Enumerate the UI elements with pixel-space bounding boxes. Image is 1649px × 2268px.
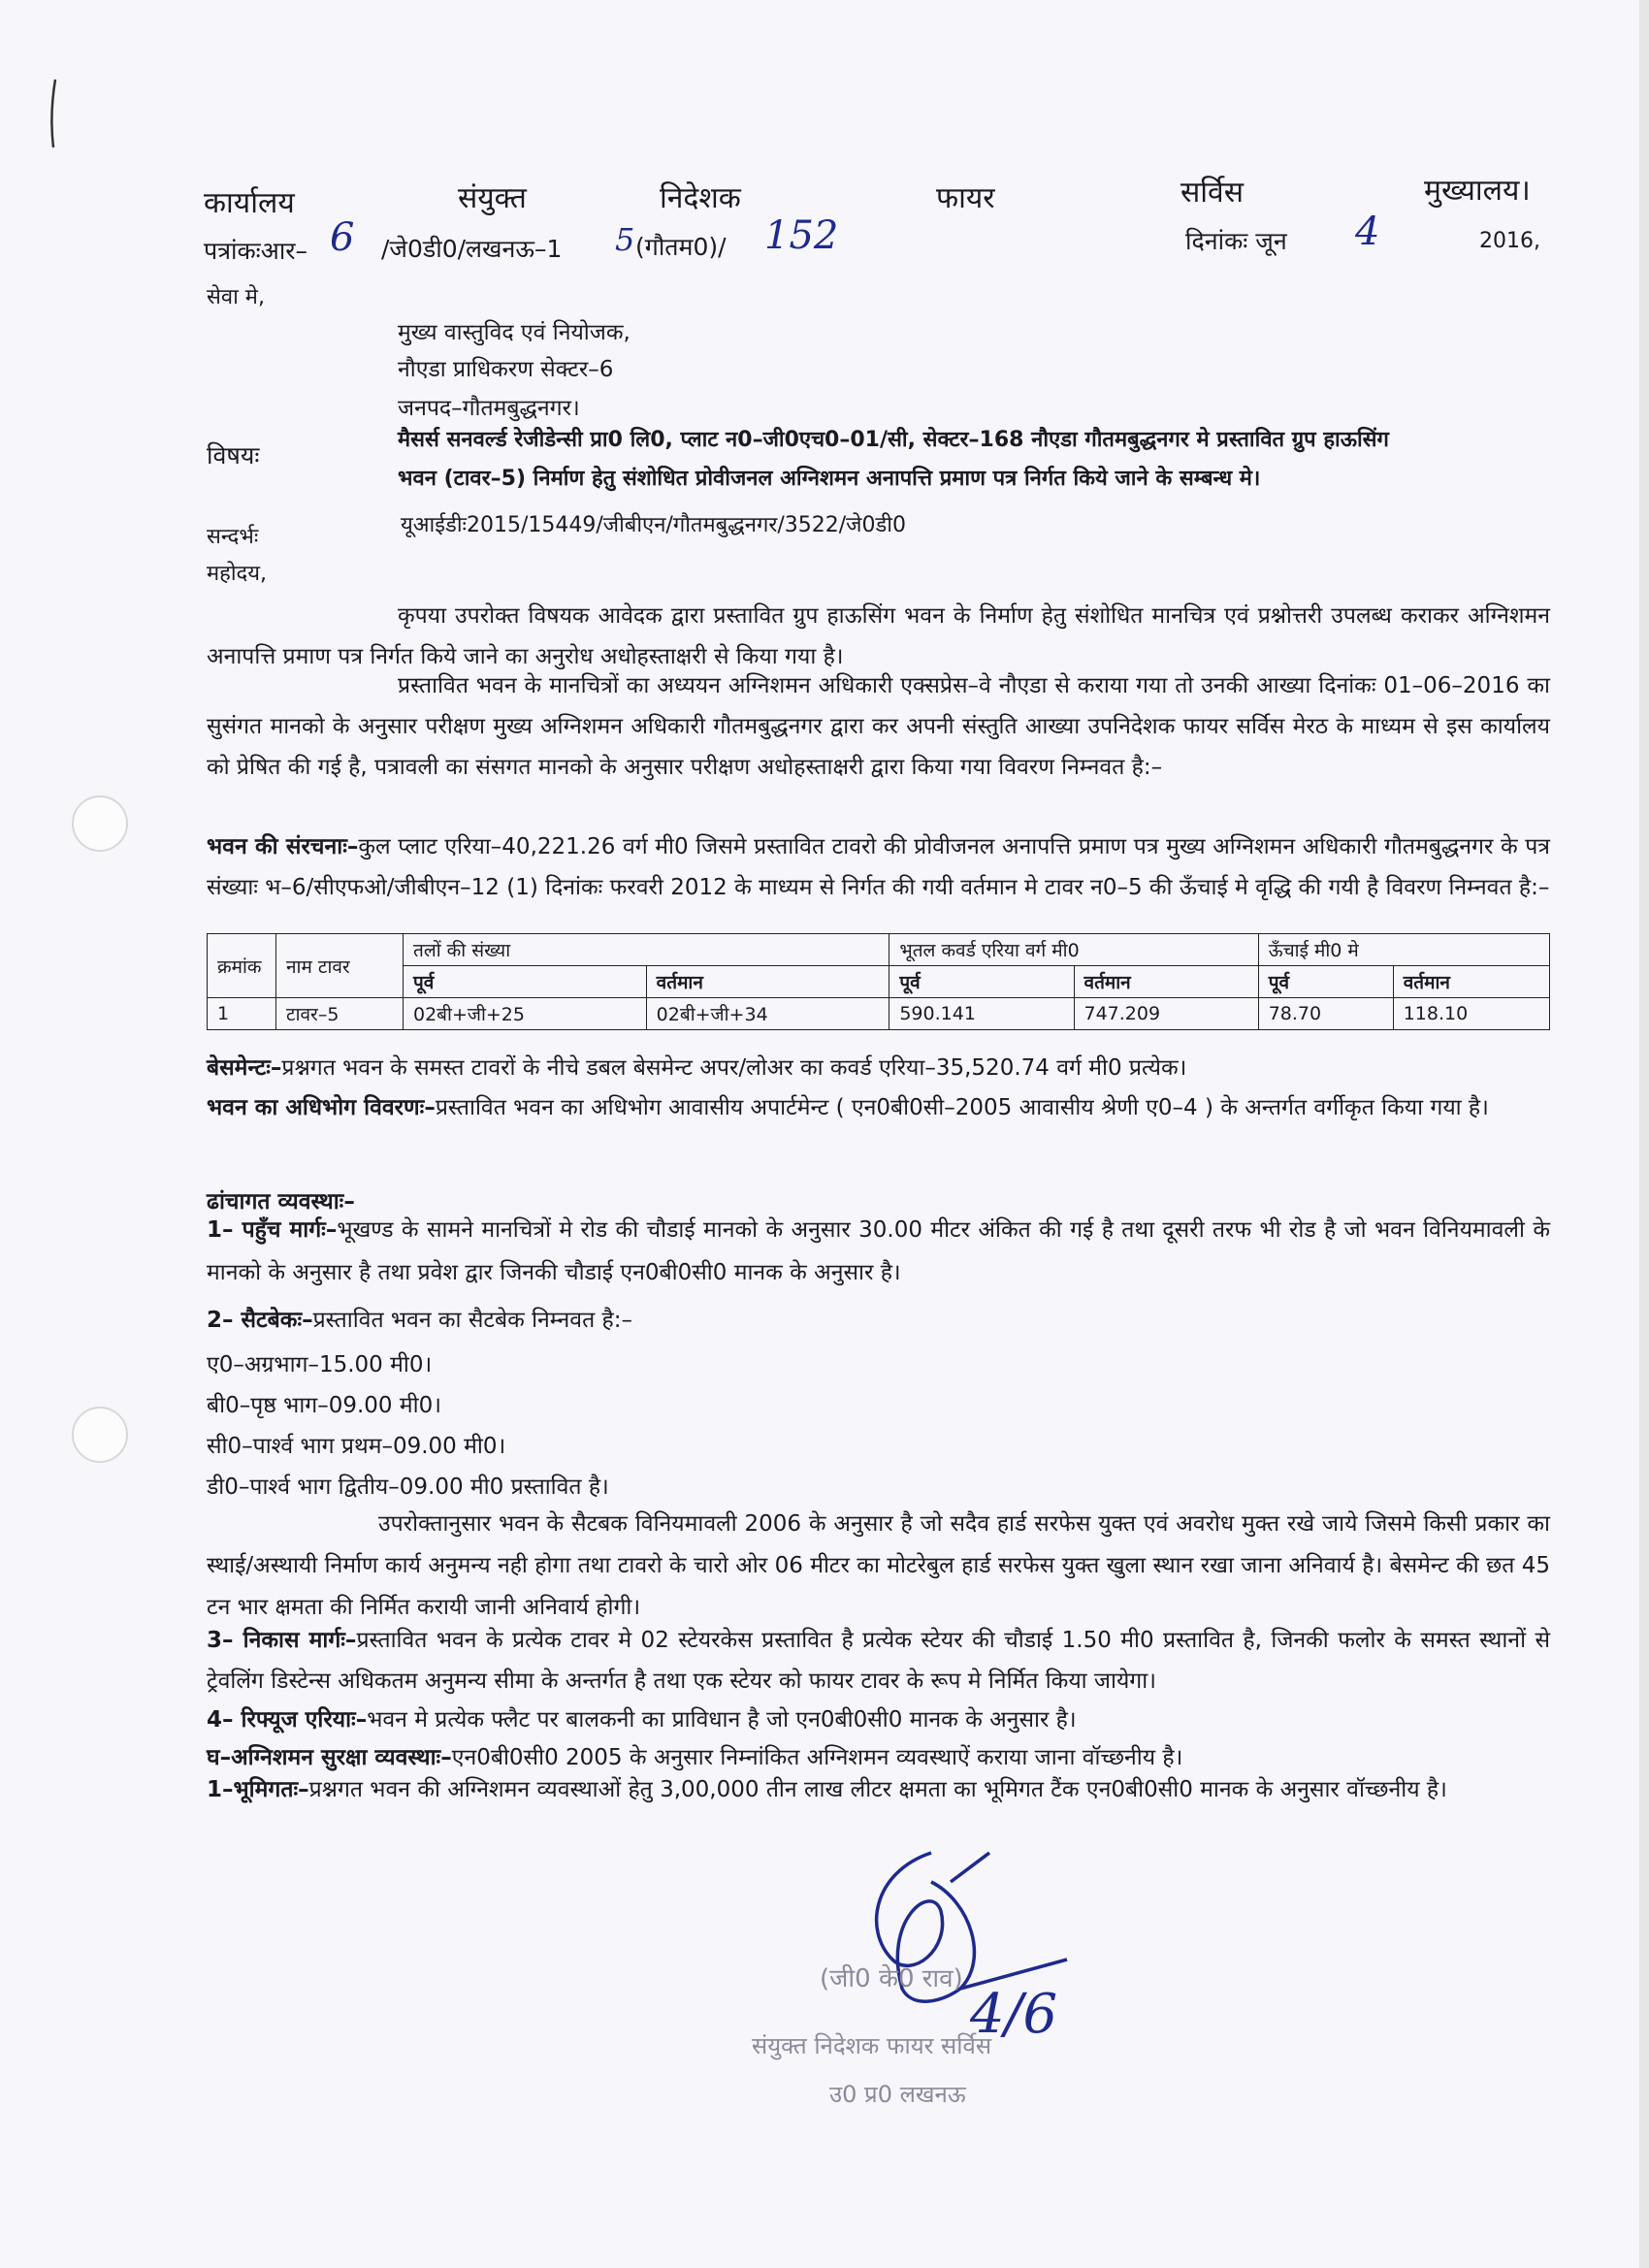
exit-text: प्रस्तावित भवन के प्रत्येक टावर मे 02 स्टेयरकेस प्रस्तावित है प्रत्येक स्टेयर की चौडाई 1.50 मी0 प्रस्तावित है, जिनकी फलोर के समस्त स्थानों से ट्रेवलिंग डिस्टेन्स अधिकतम अनुमन्य सीमा के अन्तर्गत है तथा एक स्टेयर को फायर टावर के रूप मे निर्मित किया जायेगा।	[207, 1628, 1550, 1694]
th-area: भूतल कवर्ड एरिया वर्ग मी0	[889, 934, 1258, 966]
cell-floors-prev: 02बी+जी+25	[404, 998, 647, 1030]
cell-height-curr: 118.10	[1393, 998, 1549, 1030]
setback-label: 2– सैटबेकः–	[207, 1308, 313, 1333]
setback-item-side-2: डी0–पार्श्व भाग द्वितीय–09.00 मी0 प्रस्तावित है।	[207, 1474, 609, 1500]
subject-line-1: मैसर्स सनवर्ल्ड रेजीडेन्सी प्रा0 लि0, प्लाट न0–जी0एच0–01/सी, सेक्टर–168 नौएडा गौतमबुद्धनगर मे प्रस्तावित ग्रुप हाऊसिंग	[398, 428, 1389, 452]
punch-hole-top	[72, 795, 128, 852]
underground-label: 1–भूमिगतः–	[207, 1777, 309, 1802]
setback-paragraph: उपरोक्तानुसार भवन के सैटबक विनियमावली 2006 के अनुसार है जो सदैव हार्ड सरफेस युक्त एवं अवरोध मुक्त रखे जाये जिसमे किसी प्रकार का स्थाई/अस्थायी निर्माण कार्य अनुमन्य नही होगा तथा टावरो के चारो ओर 06 मीटर का मोटरेबुल हार्ड सरफेस युक्त खुला स्थान रखा जाना अनिवार्य है। बेसमेन्ट की छत 45 टन भार क्षमता की निर्मित करायी जानी अनिवार्य होगी।	[207, 1511, 1550, 1620]
ref-five-handwritten: 5	[615, 221, 635, 258]
address-line-1: मुख्य वास्तुविद एवं नियोजक,	[398, 320, 630, 345]
cell-floors-curr: 02बी+जी+34	[646, 998, 889, 1030]
date-label: दिनांकः जून	[1185, 227, 1287, 255]
basement-text: प्रश्नगत भवन के समस्त टावरों के नीचे डबल बेसमेन्ट अपर/लोअर का कवर्ड एरिया–35,520.74 वर्ग मी0 प्रत्येक।	[281, 1055, 1187, 1081]
office-word-2: संयुक्त	[458, 181, 527, 215]
office-word-1: कार्यालय	[204, 186, 295, 220]
th-area-prev: पूर्व	[889, 966, 1074, 998]
access-text: भूखण्ड के सामने मानचित्रों मे रोड की चौडाई मानको के अनुसार 30.00 मीटर अंकित की गई है तथा दूसरी तरफ भी रोड है जो भवन विनियमावली के मानको के अनुसार है तथा प्रवेश द्वार जिनकी चौडाई एन0बी0सी0 मानक के अनुसार है।	[207, 1217, 1550, 1285]
th-height-curr: वर्तमान	[1393, 966, 1549, 998]
punch-hole-bottom	[72, 1407, 128, 1463]
underground-paragraph	[207, 1771, 1550, 1808]
address-line-3: जनपद–गौतमबुद्धनगर।	[398, 396, 580, 421]
structure-text: कुल प्लाट एरिया–40,221.26 वर्ग मी0 जिसमे प्रस्तावित टावरो की प्रोवीजनल अनापत्ति प्रमाण पत्र मुख्य अग्निशमन अधिकारी गौतमबुद्धनगर के पत्र संख्याः भ–6/सीएफओ/जीबीएन–12 (1) दिनांकः फरवरी 2012 के माध्यम से निर्गत की गयी वर्तमान मे टावर न0–5 की ऊँचाई मे वृद्धि की गयी है विवरण निम्नवत है:–	[207, 834, 1550, 900]
th-floors: तलों की संख्या	[404, 934, 889, 966]
stamp-name: (जी0 के0 राव)	[820, 1964, 963, 1993]
th-floors-prev: पूर्व	[404, 966, 647, 998]
th-height: ऊँचाई मी0 मे	[1258, 934, 1549, 966]
address-to: सेवा मे,	[207, 285, 265, 309]
signature-date-handwritten: 4/6	[970, 1983, 1058, 2046]
address-line-2: नौएडा प्राधिकरण सेक्टर–6	[398, 357, 614, 382]
subject-label: विषयः	[207, 441, 260, 470]
occupancy-label: भवन का अधिभोग विवरणः–	[207, 1095, 436, 1120]
stamp-title: संयुक्त निदेशक फायर सर्विस	[752, 2032, 992, 2059]
ref-middle: /जे0डी0/लखनऊ–1	[381, 235, 563, 263]
paragraph-1: कृपया उपरोक्त विषयक आवेदक द्वारा प्रस्तावित ग्रुप हाऊसिंग भवन के निर्माण हेतु संशोधित मानचित्र एवं प्रश्नोत्तरी उपलब्ध कराकर अग्निशमन अनापत्ति प्रमाण पत्र निर्गत किये जाने का अनुरोध अधोहस्ताक्षरी से किया गया है।	[207, 603, 1550, 669]
occupancy-paragraph	[207, 1086, 1550, 1129]
th-sno: क्रमांक	[208, 934, 276, 998]
underground-text: प्रश्नगत भवन की अग्निशमन व्यवस्थाओं हेतु 3,00,000 तीन लाख लीटर क्षमता का भूमिगत टैंक एन0बी0सी0 मानक के अनुसार वॉच्छनीय है।	[308, 1777, 1447, 1802]
reference-label: सन्दर्भः	[207, 525, 259, 549]
stamp-place: उ0 प्र0 लखनऊ	[829, 2081, 966, 2108]
margin-mark	[44, 76, 63, 153]
basement-label: बेसमेन्टः–	[207, 1055, 282, 1081]
cell-sno: 1	[208, 998, 276, 1030]
safety-label: घ–अग्निशमन सुरक्षा व्यवस्थाः–	[207, 1745, 452, 1770]
ref-prefix: पत्रांकःआर–	[204, 237, 308, 265]
office-word-3: निदेशक	[660, 181, 741, 215]
refuge-label: 4– रिफ्यूज एरियाः–	[207, 1707, 368, 1733]
th-tower: नाम टावर	[276, 934, 404, 998]
th-height-prev: पूर्व	[1258, 966, 1393, 998]
safety-line	[207, 1741, 1182, 1774]
office-word-5: सर्विस	[1180, 176, 1245, 210]
tower-table	[207, 933, 1550, 1030]
ref-gautam: (गौतम0)/	[635, 233, 727, 261]
cell-tower: टावर–5	[276, 998, 404, 1030]
exit-paragraph	[207, 1620, 1550, 1701]
access-label: 1– पहुँच मार्गः–	[207, 1217, 338, 1243]
office-word-4: फायर	[936, 181, 995, 215]
occupancy-text: प्रस्तावित भवन का अधिभोग आवासीय अपार्टमेन्ट ( एन0बी0सी–2005 आवासीय श्रेणी ए0–4 ) के अन्तर्गत वर्गीकृत किया गया है।	[435, 1095, 1489, 1120]
structure-paragraph	[207, 826, 1550, 908]
cell-height-prev: 78.70	[1258, 998, 1393, 1030]
access-paragraph	[207, 1209, 1550, 1294]
safety-text: एन0बी0सी0 2005 के अनुसार निम्नांकित अग्निशमन व्यवस्थाऐं कराया जाना वॉच्छनीय है।	[451, 1745, 1183, 1770]
refuge-text: भवन मे प्रत्येक फ्लैट पर बालकनी का प्राविधान है जो एन0बी0सी0 मानक के अनुसार है।	[367, 1707, 1077, 1733]
ref-number-handwritten: 6	[330, 215, 355, 260]
office-word-6: मुख्यालय।	[1424, 174, 1531, 208]
date-day-handwritten: 4	[1355, 210, 1380, 254]
infra-heading: ढांचागत व्यवस्थाः–	[207, 1189, 355, 1215]
setback-line	[207, 1304, 632, 1337]
salutation: महोदय,	[207, 562, 267, 586]
paragraph-2: प्रस्तावित भवन के मानचित्रों का अध्ययन अग्निशमन अधिकारी एक्सप्रेस–वे नौएडा से कराया गया तो उनकी आख्या दिनांकः 01–06–2016 का सुसंगत मानको के अनुसार परीक्षण मुख्य अग्निशमन अधिकारी गौतमबुद्धनगर द्वारा कर अपनी संस्तुति आख्या उपनिदेशक फायर सर्विस मेरठ के माध्यम से इस कार्यालय को प्रेषित की गई है, पत्रावली का संसगत मानको के अनुसार परीक्षण अधोहस्ताक्षरी द्वारा किया गया विवरण निम्नवत है:–	[207, 673, 1550, 780]
basement-line	[207, 1052, 1186, 1085]
exit-label: 3– निकास मार्गः–	[207, 1628, 357, 1653]
subject-line-2: भवन (टावर–5) निर्माण हेतु संशोधित प्रोवीजनल अग्निशमन अनापत्ति प्रमाण पत्र निर्गत किये जाने के सम्बन्ध मे।	[398, 467, 1261, 491]
cell-area-prev: 590.141	[889, 998, 1074, 1030]
ref-dispatch-handwritten: 152	[764, 213, 839, 258]
setback-text: प्रस्तावित भवन का सैटबेक निम्नवत है:–	[312, 1308, 632, 1333]
cell-area-curr: 747.209	[1074, 998, 1258, 1030]
setback-item-front: ए0–अग्रभाग–15.00 मी0।	[207, 1352, 433, 1377]
refuge-line	[207, 1703, 1077, 1736]
table-row	[208, 998, 1550, 1030]
setback-item-rear: बी0–पृष्ठ भाग–09.00 मी0।	[207, 1393, 441, 1418]
structure-label: भवन की संरचनाः–	[207, 834, 359, 859]
th-area-curr: वर्तमान	[1074, 966, 1258, 998]
date-year: 2016,	[1479, 229, 1540, 253]
reference-value: यूआईडीः2015/15449/जीबीएन/गौतमबुद्धनगर/3522/जे0डी0	[401, 513, 906, 537]
th-floors-curr: वर्तमान	[646, 966, 889, 998]
setback-item-side-1: सी0–पार्श्व भाग प्रथम–09.00 मी0।	[207, 1434, 506, 1459]
page-edge	[1639, 0, 1649, 2268]
